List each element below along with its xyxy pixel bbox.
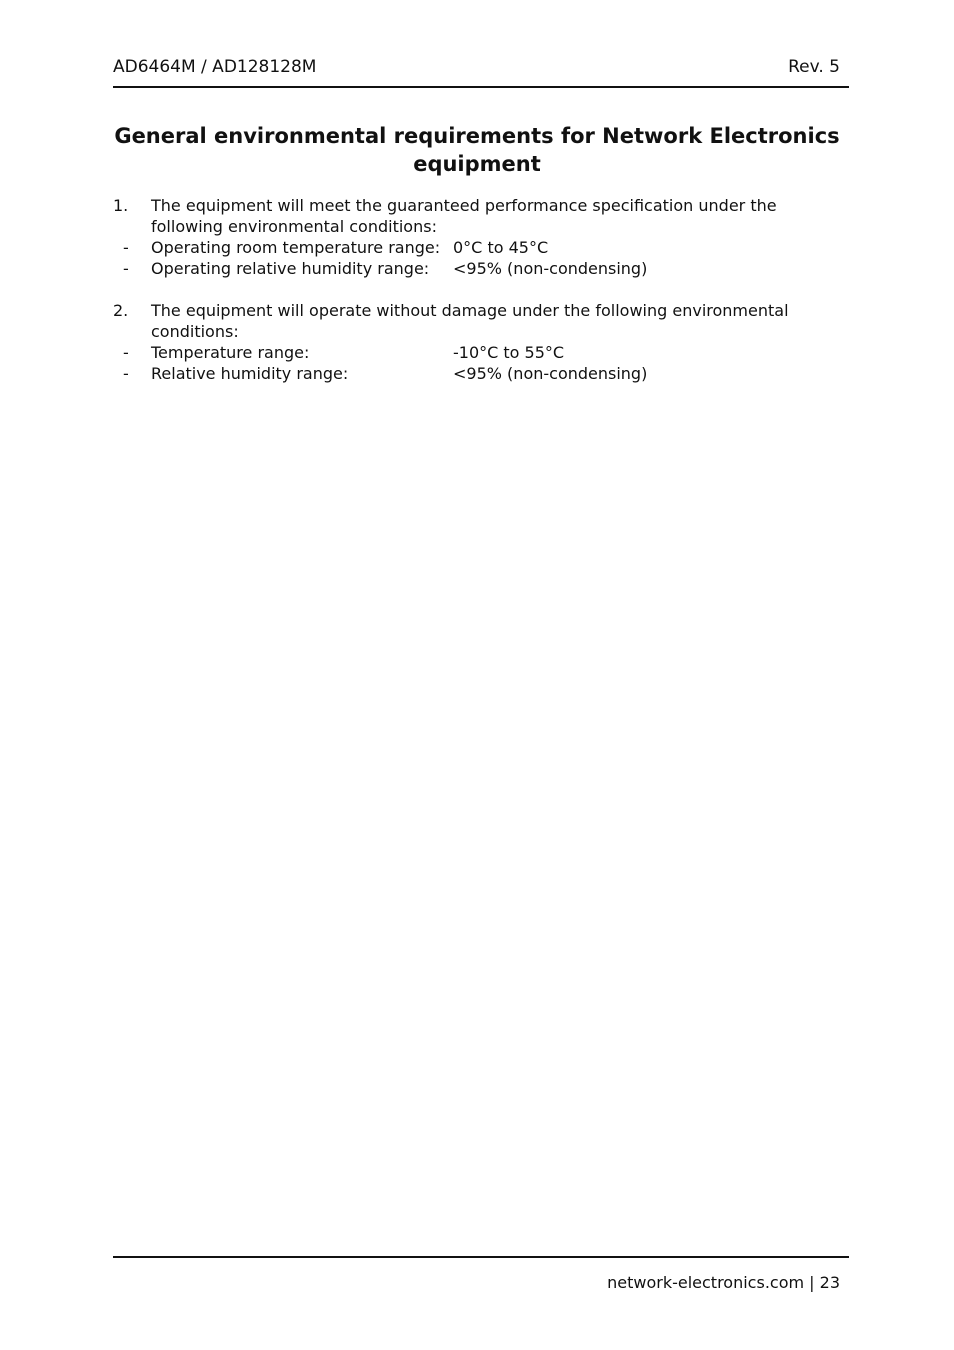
- bullet-dash: -: [123, 364, 129, 383]
- requirement-item-2: [113, 300, 849, 384]
- page-title: General environmental requirements for Network Electronics equipment: [114, 124, 840, 176]
- requirement-number: 2.: [113, 301, 129, 320]
- condition-label: Operating relative humidity range:: [151, 259, 430, 278]
- condition-label: Operating room temperature range:: [151, 238, 441, 257]
- requirement-line: [113, 300, 849, 342]
- requirements-list: [113, 195, 849, 405]
- condition-row: [113, 342, 849, 363]
- condition-label: Temperature range:: [151, 343, 310, 362]
- requirement-text: The equipment will meet the guaranteed performance specification under the following environmental conditions:: [151, 196, 777, 236]
- bullet-dash: -: [123, 259, 129, 278]
- requirement-item-1: [113, 195, 849, 279]
- requirement-text: The equipment will operate without damage under the following environmental conditions:: [151, 301, 789, 341]
- requirement-number: 1.: [113, 196, 129, 215]
- condition-row: [113, 237, 849, 258]
- condition-value: 0°C to 45°C: [453, 238, 549, 257]
- condition-label: Relative humidity range:: [151, 364, 349, 383]
- condition-value: <95% (non-condensing): [453, 259, 648, 278]
- condition-value: <95% (non-condensing): [453, 364, 648, 383]
- page-header: [113, 56, 849, 88]
- revision-label: Rev. 5: [788, 57, 840, 77]
- document-model: AD6464M / AD128128M: [113, 57, 317, 77]
- condition-row: [113, 363, 849, 384]
- condition-value: -10°C to 55°C: [453, 343, 565, 362]
- bullet-dash: -: [123, 343, 129, 362]
- footer-website-page-number: network-electronics.com | 23: [607, 1273, 840, 1292]
- requirement-line: [113, 195, 849, 237]
- bullet-dash: -: [123, 238, 129, 257]
- condition-row: [113, 258, 849, 279]
- page-footer: [113, 1256, 849, 1298]
